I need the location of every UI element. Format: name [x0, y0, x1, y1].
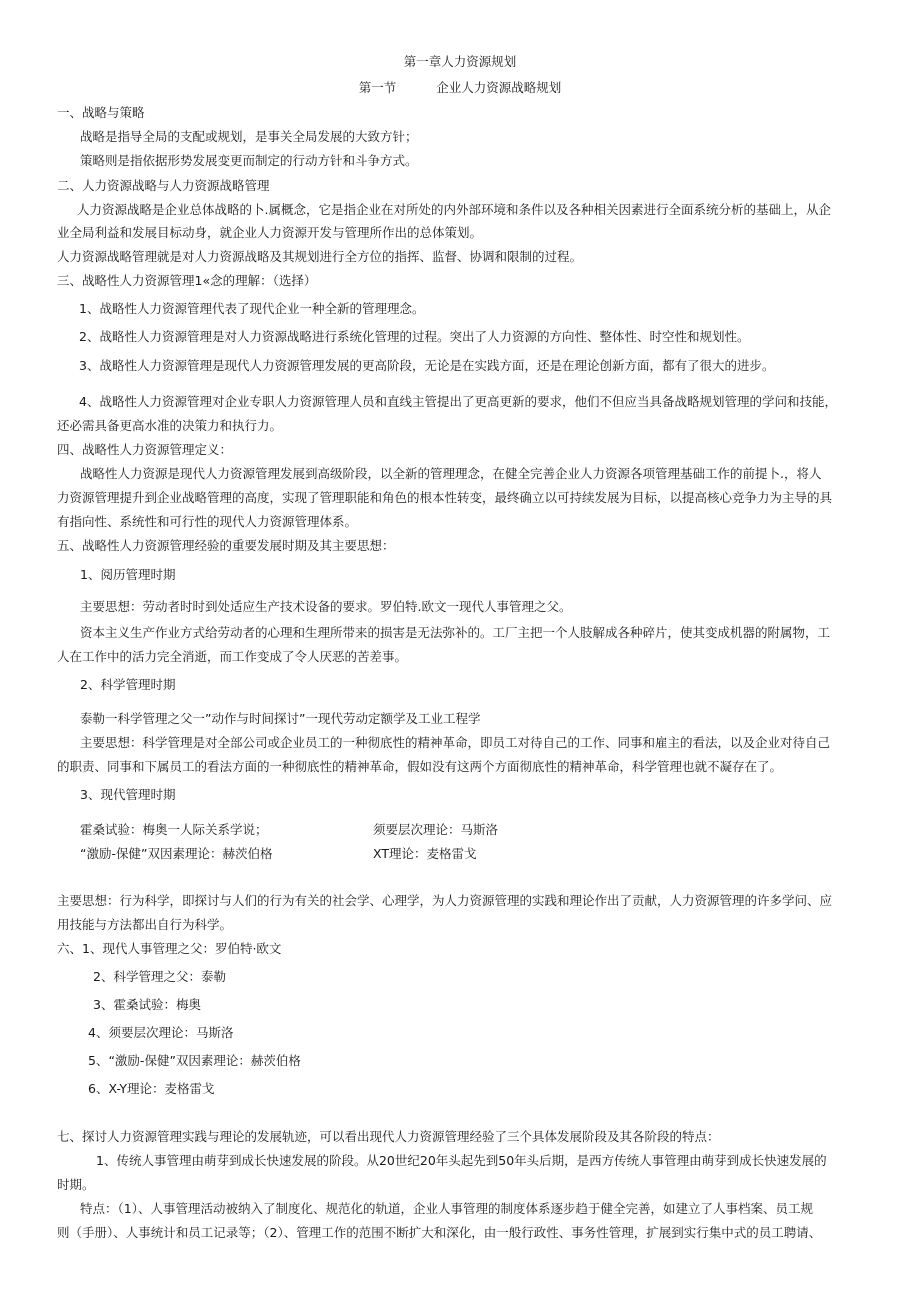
- heading-6: 六、1、现代人事管理之父：罗伯特·欧文: [57, 941, 282, 956]
- heading-3: 三、战略性人力资源管理1«念的理解：（选择）: [57, 273, 317, 288]
- section-heading: [0, 79, 920, 97]
- text-line: 战略性人力资源是现代人力资源管理发展到高级阶段，以全新的管理理念，在健全完善企业人力资源各项管理基础工作的前提卜.，将人: [80, 466, 822, 481]
- text-line: 主要思想：科学管理是对全部公司或企业员工的一种彻底性的精神革命，即员工对待自己的工作、同事和雇主的看法，以及企业对待自己: [80, 735, 831, 750]
- text-line: 用技能与方法都出自行为科学。: [57, 917, 233, 932]
- text-line: 时期。: [57, 1177, 95, 1192]
- text-line: 的职责、同事和下属员工的看法方面的一种彻底性的精神革命，假如没有这两个方面彻底性的精神革命，科学管理也就不凝存在了。: [57, 759, 783, 774]
- text-line: 战略是指导全局的支配或规划，是事关全局发展的大致方针；: [80, 129, 418, 144]
- list-item: 6、X-Y理论：麦格雷戈: [88, 1081, 215, 1096]
- text-line: 人力资源战略是企业总体战略的卜.属概念，它是指企业在对所处的内外部环境和条件以及各种相关因素进行全面系统分析的基础上，从企: [77, 202, 831, 217]
- text-line: 主要思想：行为科学，即探讨与人们的行为有关的社会学、心理学，为人力资源管理的实践和理论作出了贡献，人力资源管理的许多学问、应: [57, 893, 833, 908]
- list-item: 5、“激励-保健”双因素理论：赫茨伯格: [88, 1053, 301, 1068]
- heading-7: 七、探讨人力资源管理实践与理论的发展轨迹，可以看出现代人力资源管理经验了三个具体发展阶段及其各阶段的特点：: [57, 1129, 720, 1144]
- text-line: 策略则是指依据形势发展变更而制定的行动方针和斗争方式。: [80, 153, 418, 168]
- list-item: 4、须要层次理论：马斯洛: [88, 1025, 234, 1040]
- subheading: 1、阅历管理时期: [80, 567, 176, 582]
- text-line: 人在工作中的活力完全消逝，而工作变成了令人厌恶的苦差事。: [57, 649, 408, 664]
- list-item: 4、战略性人力资源管理对企业专职人力资源管理人员和直线主管提出了更高更新的要求，他们不但应当具备战略规划管理的学问和技能，: [79, 394, 837, 409]
- heading-4: 四、战略性人力资源管理定义：: [57, 442, 233, 457]
- text-line: 业全局利益和发展目标动身，就企业人力资源开发与管理所作出的总体策划。: [57, 225, 483, 240]
- heading-5: 五、战略性人力资源管理经验的重要发展时期及其主要思想：: [57, 538, 395, 553]
- list-item: 1、战略性人力资源管理代表了现代企业一种全新的管理理念。: [79, 301, 425, 316]
- text-line: 力资源管理提升到企业战略管理的高度，实现了管理职能和角色的根本性转变，最终确立以可持续发展为目标，以提高核心竞争力为主导的具: [57, 490, 833, 505]
- text-line: 资本主义生产作业方式给劳动者的心理和生理所带来的损害是无法弥补的。工厂主把一个人肢解成各种碎片，使其变成机器的附属物，工: [80, 625, 831, 640]
- list-item: 2、科学管理之父：泰勒: [93, 969, 226, 984]
- list-item: 3、霍桑试验：梅奥: [93, 997, 201, 1012]
- theory-item: “激励-保健”双因素理论：赫茨伯格: [80, 846, 273, 861]
- theory-item: 须要层次理论：马斯洛: [373, 822, 499, 837]
- text-line: 泰勒一科学管理之父一”动作与时间探讨”一现代劳动定额学及工业工程学: [80, 711, 481, 726]
- text-line: 还必需具备更高水准的决策力和执行力。: [57, 418, 283, 433]
- list-item: 3、战略性人力资源管理是现代人力资源管理发展的更高阶段，无论是在实践方面，还是在理论创新方面，都有了很大的进步。: [79, 358, 775, 373]
- text-line: 1、传统人事管理由萌芽到成长快速发展的阶段。从20世纪20年头起先到50年头后期，是西方传统人事管理由萌芽到成长快速发展的: [96, 1153, 827, 1168]
- text-line: 人力资源战略管理就是对人力资源战略及其规划进行全方位的指挥、监督、协调和限制的过程。: [57, 249, 583, 264]
- section-number: 第一节: [358, 80, 397, 95]
- subheading: 3、现代管理时期: [80, 787, 176, 802]
- subheading: 2、科学管理时期: [80, 677, 176, 692]
- text-line: 主要思想：劳动者时时到处适应生产技术设备的要求。罗伯特.欧文一现代人事管理之父。: [80, 599, 572, 614]
- chapter-title: 第一章人力资源规划: [403, 54, 517, 69]
- text-line: 特点：（1）、人事管理活动被纳入了制度化、规范化的轨道，企业人事管理的制度体系逐步趋于健全完善，如建立了人事档案、员工规: [80, 1201, 813, 1216]
- text-line: 有指向性、系统性和可行性的现代人力资源管理体系。: [57, 514, 358, 529]
- heading-2: 二、人力资源战略与人力资源战略管理: [57, 178, 270, 193]
- theory-item: 霍桑试验：梅奥一人际关系学说；: [80, 822, 268, 837]
- list-item: 2、战略性人力资源管理是对人力资源战略进行系统化管理的过程。突出了人力资源的方向性、整体性、时空性和规划性。: [79, 329, 750, 344]
- heading-1: 一、战略与策略: [57, 105, 145, 120]
- theory-item: XT理论：麦格雷戈: [373, 846, 477, 861]
- text-line: 则（手册）、人事统计和员工记录等；（2）、管理工作的范围不断扩大和深化，由一般行政性、事务性管理，扩展到实行集中式的员工聘请、: [57, 1225, 822, 1240]
- section-name: 企业人力资源战略规划: [436, 80, 562, 95]
